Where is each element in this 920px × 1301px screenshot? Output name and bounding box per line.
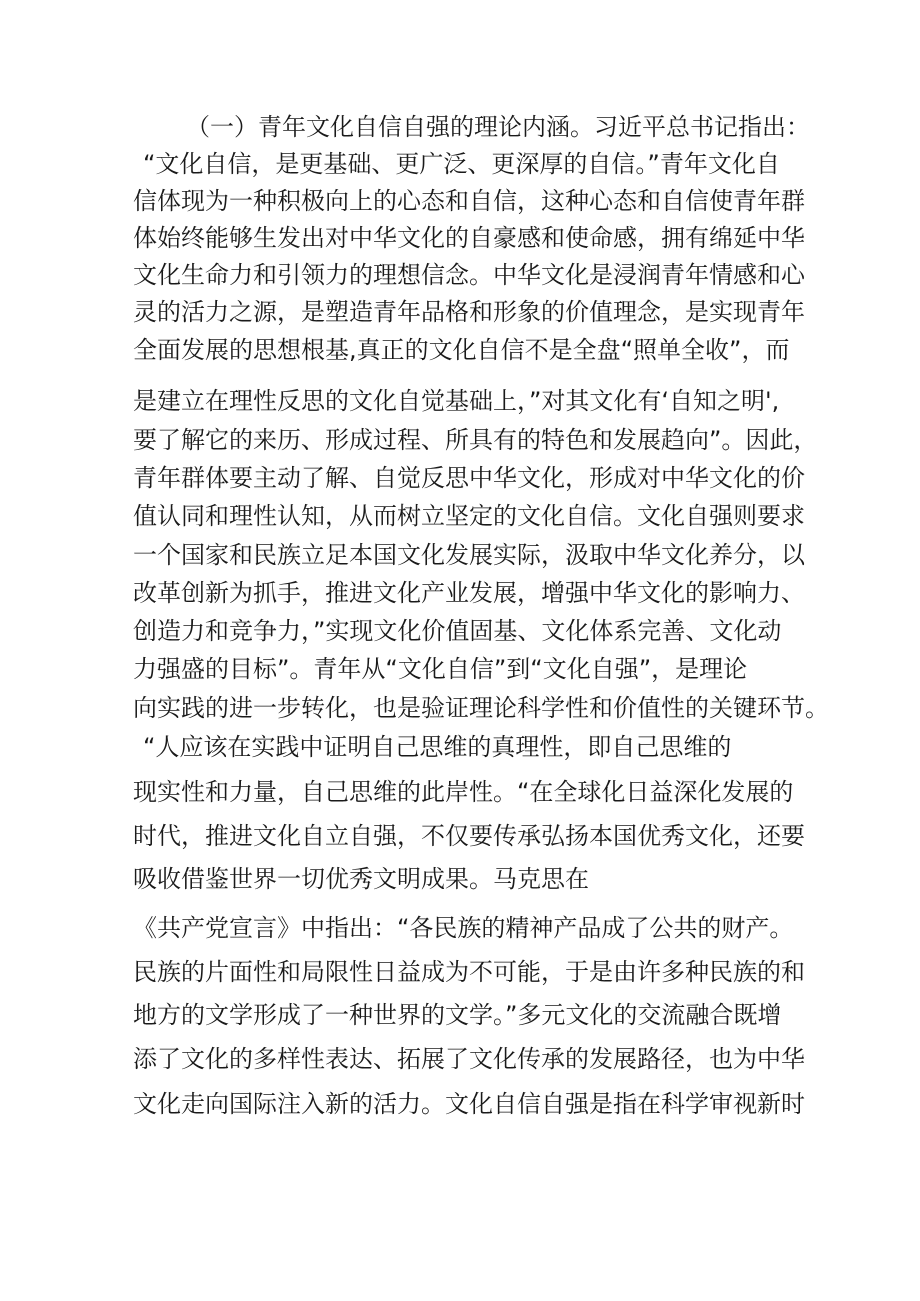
text-line: 文化生命力和引领力的理想信念。中华文化是浸润青年情感和心 [133, 261, 805, 289]
text-line: 改革创新为抓手，推进文化产业发展，增强中华文化的影响力、 [133, 579, 805, 607]
text-line: 添了文化的多样性表达、拓展了文化传承的发展路径，也为中华 [133, 1045, 805, 1073]
text-line: 要了解它的来历、形成过程、所具有的特色和发展趋向”。因此， [133, 426, 818, 454]
text-line: 文化走向国际注入新的活力。文化自信自强是指在科学审视新时 [133, 1090, 805, 1118]
text-line: （一）青年文化自信自强的理论内涵。习近平总书记指出： [186, 113, 810, 141]
text-line: 一个国家和民族立足本国文化发展实际，汲取中华文化养分，以 [133, 541, 805, 569]
text-line: 民族的片面性和局限性日益成为不可能，于是由许多种民族的和 [133, 958, 805, 986]
text-line: 地方的文学形成了一种世界的文学。”多元文化的交流融合既增 [133, 1001, 782, 1029]
text-line: 向实践的进一步转化，也是验证理论科学性和价值性的关键环节。 [133, 694, 829, 722]
text-line: 灵的活力之源，是塑造青年品格和形象的价值理念，是实现青年 [133, 298, 805, 326]
text-line: 《共产党宣言》中指出：“各民族的精神产品成了公共的财产。 [133, 914, 794, 942]
text-line: 现实性和力量，自己思维的此岸性。“在全球化日益深化发展的 [133, 778, 794, 806]
text-line: 吸收借鉴世界一切优秀文明成果。马克思在 [133, 865, 589, 893]
text-line: 力强盛的目标”。青年从“文化自信”到“文化自强”，是理论 [133, 655, 748, 683]
text-line: 时代，推进文化自立自强，不仅要传承弘扬本国优秀文化，还要 [133, 822, 805, 850]
text-line: 创造力和竞争力，”实现文化价值固基、文化体系完善、文化动 [133, 617, 782, 645]
text-line: 值认同和理性认知，从而树立坚定的文化自信。文化自强则要求 [133, 502, 805, 530]
text-line: “文化自信，是更基础、更广泛、更深厚的自信。”青年文化自 [143, 150, 780, 178]
text-line: 全面发展的思想根基,真正的文化自信不是全盘“照单全收”，而 [133, 336, 790, 364]
text-line: 体始终能够生发出对中华文化的自豪感和使命感，拥有绵延中华 [133, 224, 805, 252]
text-line: “人应该在实践中证明自己思维的真理性，即自己思维的 [143, 733, 732, 761]
text-line: 青年群体要主动了解、自觉反思中华文化，形成对中华文化的价 [133, 464, 805, 492]
text-line: 信体现为一种积极向上的心态和自信，这种心态和自信使青年群 [133, 187, 805, 215]
text-line: 是建立在理性反思的文化自觉基础上，”对其文化有‘自知之明', [133, 387, 780, 415]
